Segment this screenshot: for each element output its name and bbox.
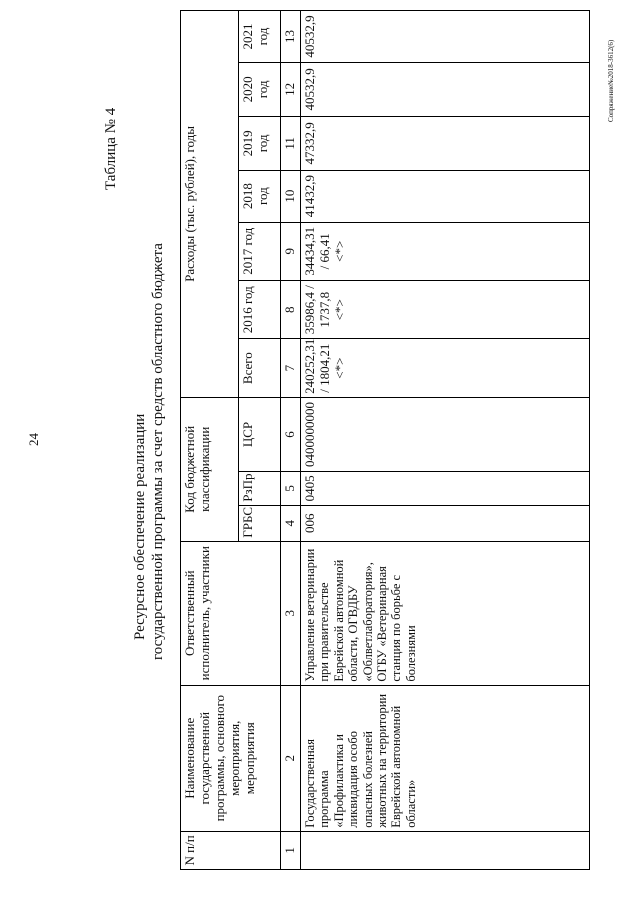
row-2021: 40532,9: [301, 11, 590, 63]
row-2019: 47332,9: [301, 116, 590, 170]
footer-code: Сопряжение№2018-3612(6): [607, 39, 615, 122]
header-executor: Ответственный исполнитель, участники: [181, 541, 281, 685]
header-num: N п/п: [181, 831, 281, 869]
col-number: 8: [281, 280, 301, 338]
row-2017: 34434,31 / 66,41 <*>: [301, 222, 590, 280]
header-rzpr: РзПр: [239, 472, 281, 506]
row-executor: Управление ветеринарии при правительстве Еврейской автономной области, ОГВДБУ «Облветлаборатория», ОГБУ «Ветеринарная станция по борьбе с болезнями: [301, 541, 590, 685]
row-2020: 40532,9: [301, 62, 590, 116]
document-title-line1: Ресурсное обеспечение реализации: [132, 413, 148, 640]
row-total: 240252,31 / 1804,21 <*>: [301, 339, 590, 397]
header-budget-code: Код бюджетной классификации: [181, 397, 239, 541]
row-2018: 41432,9: [301, 170, 590, 222]
row-program-name: Государственная программа «Профилактика и ликвидация особо опасных болезней животных на территории Еврейской автономной области»: [301, 685, 590, 831]
header-grbs: ГРБС: [239, 505, 281, 541]
col-number: 4: [281, 505, 301, 541]
header-name: Наименование государственной программы, основного мероприятия, мероприятия: [181, 685, 281, 831]
col-number: 1: [281, 831, 301, 869]
row-rzpr: 0405: [301, 472, 590, 506]
header-2021: 2021 год: [239, 11, 281, 63]
row-grbs: 006: [301, 505, 590, 541]
document-title-line2: государственной программы за счет средств областного бюджета: [150, 243, 166, 660]
col-number: 13: [281, 11, 301, 63]
header-2016: 2016 год: [239, 280, 281, 338]
col-number: 6: [281, 397, 301, 471]
resource-table: [180, 10, 590, 870]
col-number: 9: [281, 222, 301, 280]
col-number: 3: [281, 541, 301, 685]
header-2020: 2020 год: [239, 62, 281, 116]
col-number: 12: [281, 62, 301, 116]
header-2017: 2017 год: [239, 222, 281, 280]
col-number: 11: [281, 116, 301, 170]
table-label: Таблица № 4: [103, 107, 119, 190]
row-2016: 35986,4 / 1737,8 <*>: [301, 280, 590, 338]
header-expenses: Расходы (тыс. рублей), годы: [181, 11, 239, 398]
col-number: 5: [281, 472, 301, 506]
page-number: 24: [26, 433, 41, 446]
header-2018: 2018 год: [239, 170, 281, 222]
row-num: [301, 831, 590, 869]
header-csr: ЦСР: [239, 397, 281, 471]
table-row: [301, 11, 590, 870]
header-total: Всего: [239, 339, 281, 397]
col-number: 2: [281, 685, 301, 831]
col-number: 7: [281, 339, 301, 397]
header-2019: 2019 год: [239, 116, 281, 170]
row-csr: 0400000000: [301, 397, 590, 471]
col-number: 10: [281, 170, 301, 222]
